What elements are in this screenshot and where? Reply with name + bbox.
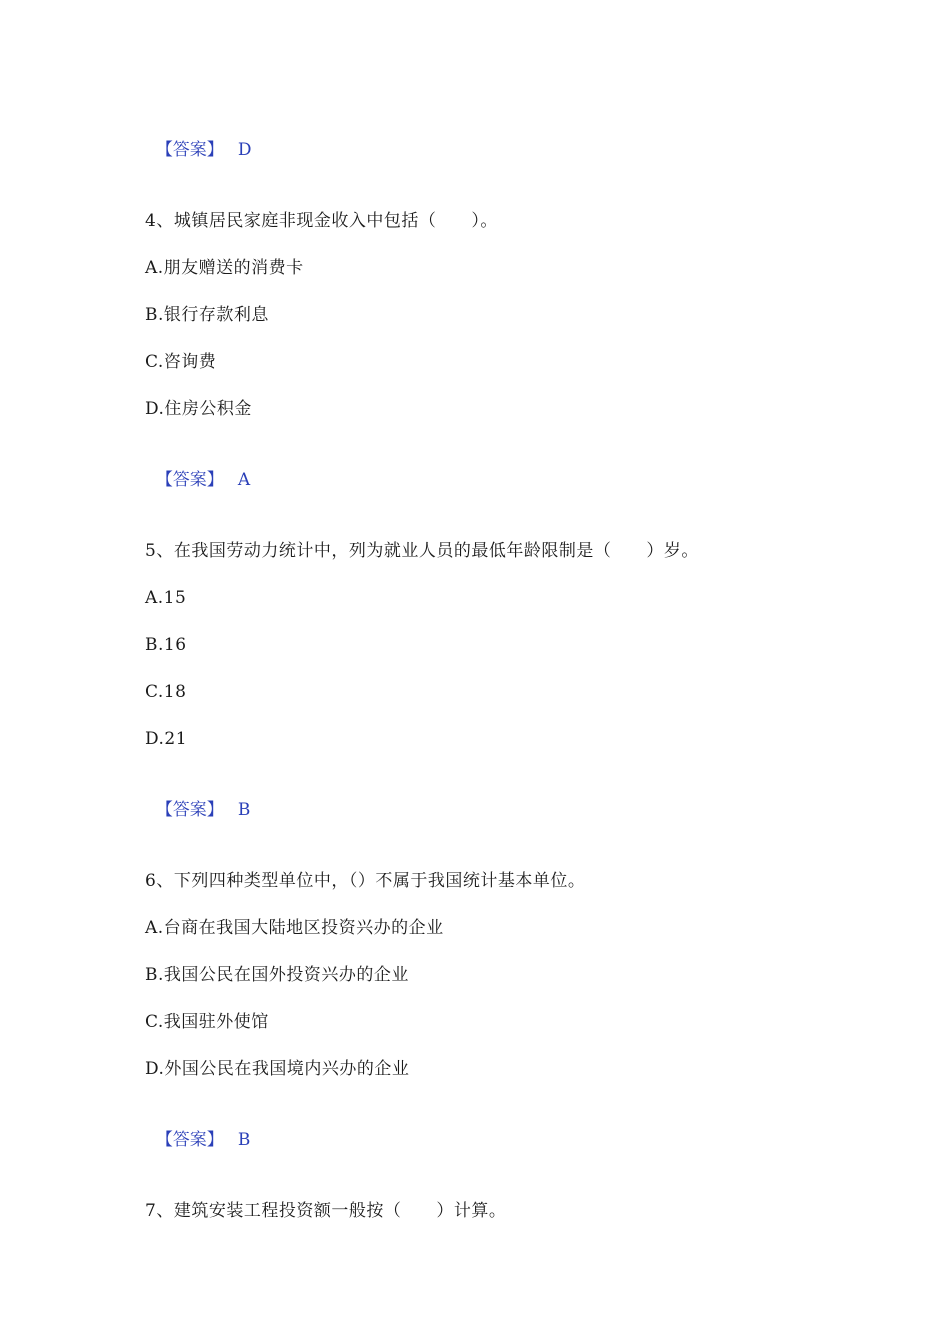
answer-value: B: [237, 800, 251, 820]
answer-q4: [145, 444, 250, 492]
question-7-stem: 7、建筑安装工程投资额一般按（ ）计算。: [145, 1201, 507, 1221]
answer-label: 【答案】: [155, 470, 224, 490]
question-4-option-b: B.银行存款利息: [145, 305, 269, 325]
question-5-option-b: B.16: [145, 635, 187, 655]
question-6-option-b: B.我国公民在国外投资兴办的企业: [145, 965, 409, 985]
answer-value: A: [237, 470, 251, 490]
question-6-option-d: D.外国公民在我国境内兴办的企业: [145, 1059, 410, 1079]
answer-value: B: [237, 1130, 251, 1150]
question-5-option-a: A.15: [145, 588, 187, 608]
question-4-option-a: A.朋友赠送的消费卡: [145, 258, 304, 278]
answer-q3: [145, 114, 251, 162]
answer-label: 【答案】: [155, 1130, 224, 1150]
answer-label: 【答案】: [155, 800, 224, 820]
question-5-stem: 5、在我国劳动力统计中，列为就业人员的最低年龄限制是（ ）岁。: [145, 541, 699, 561]
question-5-option-c: C.18: [145, 682, 187, 702]
answer-value: D: [237, 140, 252, 160]
question-6-option-c: C.我国驻外使馆: [145, 1012, 269, 1032]
question-4-option-d: D.住房公积金: [145, 399, 252, 419]
question-6-stem: 6、下列四种类型单位中，（）不属于我国统计基本单位。: [145, 871, 586, 891]
question-6-option-a: A.台商在我国大陆地区投资兴办的企业: [145, 918, 444, 938]
answer-q5: [145, 774, 250, 822]
question-4-option-c: C.咨询费: [145, 352, 217, 372]
question-4-stem: 4、城镇居民家庭非现金收入中包括（ ）。: [145, 211, 498, 231]
question-5-option-d: D.21: [145, 729, 188, 749]
answer-q6: [145, 1104, 250, 1152]
answer-label: 【答案】: [155, 140, 224, 160]
